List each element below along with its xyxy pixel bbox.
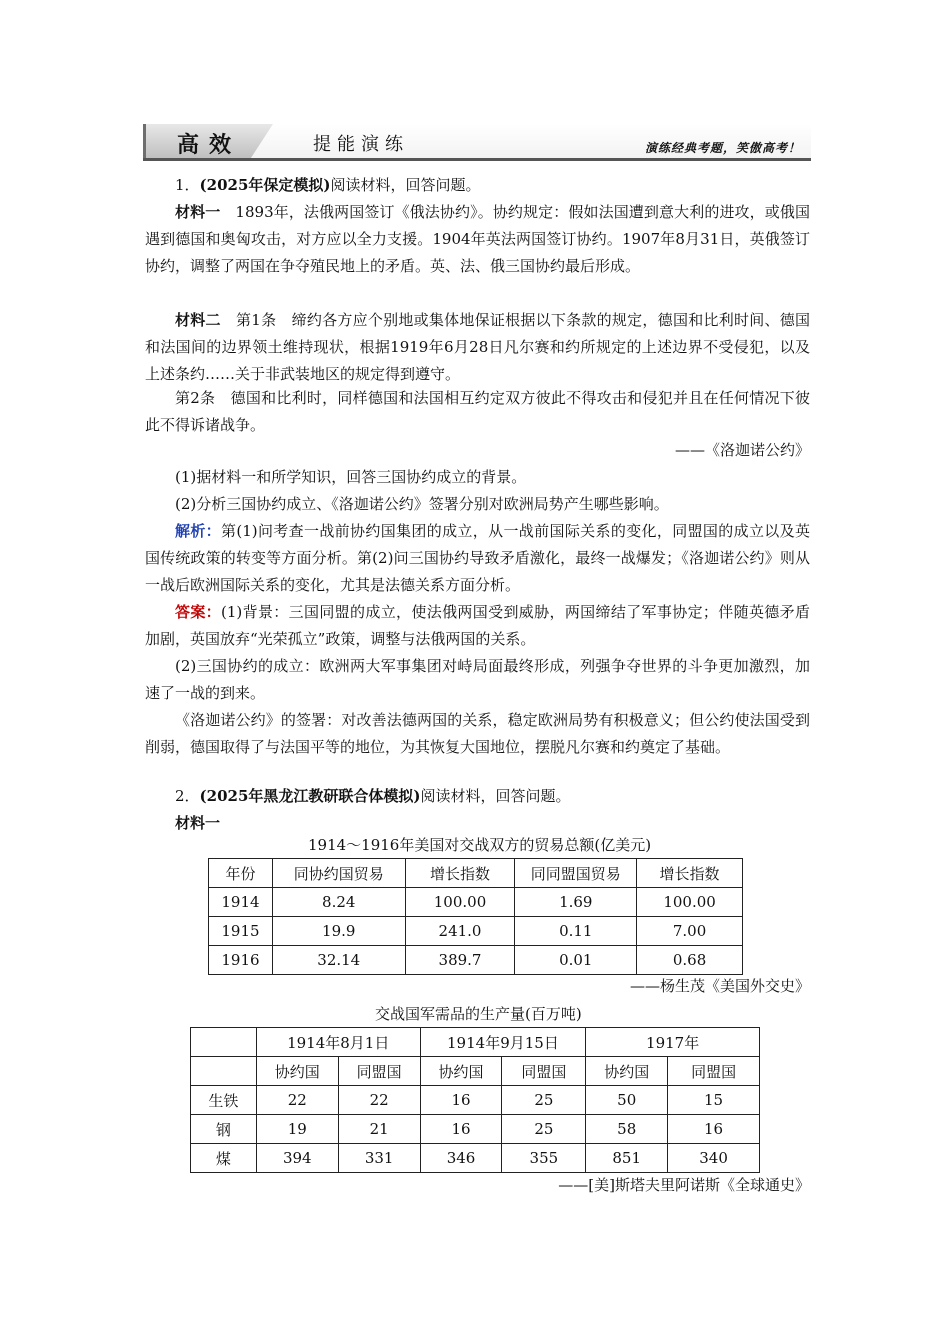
table-cell: 22 [338, 1086, 420, 1115]
table-cell: 394 [256, 1144, 338, 1173]
table-cell: 15 [668, 1086, 760, 1115]
q1-m1-label: 材料一 [175, 203, 221, 221]
table-side-cell: 协约国 [586, 1057, 668, 1086]
table-side-cell: 协约国 [420, 1057, 502, 1086]
trade-table [208, 858, 743, 975]
table-cell: 22 [256, 1086, 338, 1115]
table-cell: 生铁 [191, 1086, 257, 1115]
q2-m1-label: 材料一 [175, 814, 221, 832]
table-header-cell: 增长指数 [637, 859, 743, 888]
q1-source: (2025年保定模拟) [199, 176, 331, 194]
q1-sub-question-2: (2)分析三国协约成立、《洛迦诺公约》签署分别对欧洲局势产生哪些影响。 [175, 495, 669, 513]
q1-prompt: 阅读材料，回答问题。 [330, 176, 481, 194]
table-cell: 851 [586, 1144, 668, 1173]
answer-text-1: (1)背景：三国同盟的成立，使法俄两国受到威胁，两国缔结了军事协定；伴随英德矛盾加剧，英国放弃“光荣孤立”政策，调整与法俄两国的关系。 [145, 603, 810, 648]
table-cell: 0.01 [515, 946, 637, 975]
banner-subtitle: 提能演练 [313, 134, 409, 155]
table-cell: 7.00 [637, 917, 743, 946]
table-cell: 50 [586, 1086, 668, 1115]
table-period-cell: 1914年9月15日 [420, 1028, 586, 1057]
table-header-cell: 增长指数 [405, 859, 515, 888]
table-cell: 19 [256, 1115, 338, 1144]
table2-caption: 交战国军需品的生产量(百万吨) [375, 1005, 582, 1023]
table-side-cell: 同盟国 [338, 1057, 420, 1086]
q1-answer-3: 《洛迦诺公约》的签署：对改善法德两国的关系，稳定欧洲局势有积极意义；但公约使法国受到削弱，德国取得了与法国平等的地位，为其恢复大国地位，摆脱凡尔赛和约奠定了基础。 [145, 711, 810, 756]
table-period-cell: 1917年 [586, 1028, 760, 1057]
munitions-table [190, 1027, 760, 1173]
analysis-text: 第(1)问考查一战前协约国集团的成立，从一战前国际关系的变化，同盟国的成立以及英国传统政策的转变等方面分析。第(2)问三国协约导致矛盾激化，最终一战爆发；《洛迦诺公约》则从一战后欧洲国际关系的变化，尤其是法德关系方面分析。 [145, 522, 810, 594]
table-cell: 100.00 [637, 888, 743, 917]
table-cell: 340 [668, 1144, 760, 1173]
table-cell: 355 [502, 1144, 586, 1173]
q1-answer-1 [145, 599, 810, 653]
table-cell: 32.14 [272, 946, 405, 975]
table-subheader-row [191, 1057, 760, 1086]
answer-label: 答案： [175, 603, 222, 621]
table-cell: 100.00 [405, 888, 515, 917]
q1-number: 1． [175, 176, 200, 194]
q1-material-2-article-2: 第2条 德国和比利时，同样德国和法国相互约定双方彼此不得攻击和侵犯并且在任何情况下彼此不得诉诸战争。 [145, 389, 810, 434]
banner-edge [143, 124, 146, 160]
table-cell: 16 [420, 1086, 502, 1115]
q1-sub-question-1: (1)据材料一和所学知识，回答三国协约成立的背景。 [175, 468, 527, 486]
table-cell: 21 [338, 1115, 420, 1144]
table-cell: 25 [502, 1086, 586, 1115]
table-row [191, 1115, 760, 1144]
table-cell: 241.0 [405, 917, 515, 946]
table-header-cell: 同协约国贸易 [272, 859, 405, 888]
table-side-cell: 同盟国 [502, 1057, 586, 1086]
table-cell: 58 [586, 1115, 668, 1144]
table-cell: 1914 [209, 888, 273, 917]
table-cell: 1916 [209, 946, 273, 975]
table1-caption: 1914～1916年美国对交战双方的贸易总额(亿美元) [308, 836, 652, 854]
table-header-cell: 年份 [209, 859, 273, 888]
q2-source: (2025年黑龙江教研联合体模拟) [199, 787, 421, 805]
table-period-cell: 1914年8月1日 [256, 1028, 420, 1057]
table-corner-cell [191, 1028, 257, 1057]
table-side-cell: 同盟国 [668, 1057, 760, 1086]
table-corner-cell [191, 1057, 257, 1086]
table-cell: 16 [668, 1115, 760, 1144]
q1-m2-label: 材料二 [175, 311, 221, 329]
table1-source: ——杨生茂《美国外交史》 [629, 977, 810, 995]
q1-stem [145, 172, 810, 199]
section-banner [143, 124, 811, 164]
q1-material-1 [145, 199, 810, 280]
banner-underline [143, 158, 811, 161]
table-header-row [191, 1028, 760, 1057]
q1-m2-text: 第1条 缔约各方应个别地或集体地保证根据以下条款的规定，德国和比利时间、德国和法国间的边界领土维持现状，根据1919年6月28日凡尔赛和约所规定的上述边界不受侵犯，以及上述条约……关于非武装地区的规定得到遵守。 [145, 311, 810, 383]
table-cell: 19.9 [272, 917, 405, 946]
table-cell: 16 [420, 1115, 502, 1144]
analysis-label: 解析： [175, 522, 222, 540]
table-cell: 0.68 [637, 946, 743, 975]
table-cell: 346 [420, 1144, 502, 1173]
table-cell: 煤 [191, 1144, 257, 1173]
table-header-row [209, 859, 743, 888]
q2-number: 2． [175, 787, 200, 805]
q2-prompt: 阅读材料，回答问题。 [420, 787, 571, 805]
table-row [209, 917, 743, 946]
table-cell: 331 [338, 1144, 420, 1173]
q1-m2-source: ——《洛迦诺公约》 [674, 441, 810, 459]
table-cell: 0.11 [515, 917, 637, 946]
table-row [209, 888, 743, 917]
q2-stem [145, 783, 810, 810]
q1-material-2 [145, 307, 810, 388]
q1-answer-2: (2)三国协约的成立：欧洲两大军事集团对峙局面最终形成，列强争夺世界的斗争更加激烈，加速了一战的到来。 [145, 657, 810, 702]
table-cell: 1915 [209, 917, 273, 946]
table-cell: 389.7 [405, 946, 515, 975]
table2-source: ——[美]斯塔夫里阿诺斯《全球通史》 [558, 1176, 810, 1194]
table-cell: 钢 [191, 1115, 257, 1144]
table-cell: 25 [502, 1115, 586, 1144]
table-side-cell: 协约国 [256, 1057, 338, 1086]
table-row [191, 1144, 760, 1173]
table-row [209, 946, 743, 975]
banner-slogan: 演练经典考题，笑傲高考！ [644, 141, 801, 155]
q1-m1-text: 1893年，法俄两国签订《俄法协约》。协约规定：假如法国遭到意大利的进攻，或俄国遇到德国和奥匈攻击，对方应以全力支援。1904年英法两国签订协约。1907年8月31日，英俄签订协约，调整了两国在争夺殖民地上的矛盾。英、法、俄三国协约最后形成。 [145, 203, 810, 275]
table-header-cell: 同同盟国贸易 [515, 859, 637, 888]
banner-title: 高效 [177, 133, 242, 158]
q1-analysis [145, 518, 810, 599]
table-row [191, 1086, 760, 1115]
table-cell: 1.69 [515, 888, 637, 917]
table-cell: 8.24 [272, 888, 405, 917]
